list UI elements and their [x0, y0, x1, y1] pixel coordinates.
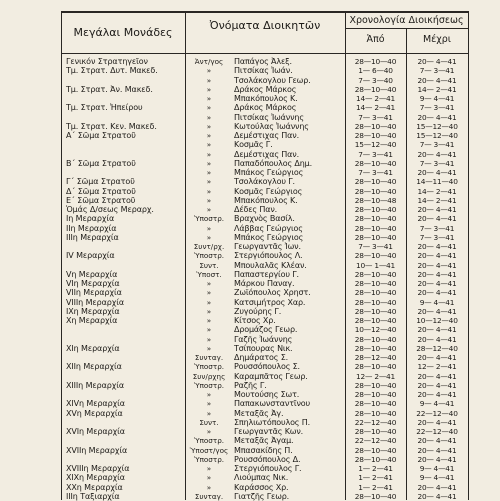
row-rank: »	[206, 325, 212, 335]
row-unit: Vη Μεραρχία	[66, 269, 118, 279]
row-unit: Δ΄ Σῶμα Στρατοῦ	[66, 186, 136, 196]
row-from: 28—10—40	[354, 408, 397, 418]
row-to: 20— 4—41	[417, 57, 457, 66]
row-rank: »	[206, 427, 212, 436]
row-unit: IV Μεραρχία	[66, 251, 115, 261]
row-name: Ρουσσόπουλος Δ.	[234, 454, 301, 464]
row-name: Βραχνὸς Βασίλ.	[234, 214, 295, 224]
row-rank: »	[206, 94, 212, 103]
row-to: 20— 4—41	[417, 325, 457, 335]
row-name: Μπακόπουλος Κ.	[234, 94, 298, 103]
row-from: 22—12—40	[354, 417, 397, 427]
row-name: Μπακόπουλος Κ.	[234, 195, 298, 205]
row-unit: Γ΄ Σῶμα Στρατοῦ	[66, 177, 135, 187]
row-unit: Ε΄ Σῶμα Στρατοῦ	[66, 195, 136, 205]
row-name: Κοσμᾶς Γεώργιος	[234, 186, 303, 196]
row-to: 7— 3—41	[419, 232, 455, 242]
column-divider-2	[345, 11, 346, 500]
row-from: 10—12—40	[354, 325, 397, 335]
row-rank: Συν/ρχης	[192, 371, 226, 381]
row-name: Κίτσος Χρ.	[234, 316, 276, 325]
row-from: 14— 2—41	[355, 94, 396, 103]
row-name: Δημάρατος Σ.	[234, 353, 289, 362]
row-to: 22—12—40	[416, 427, 458, 436]
cropped-top-text	[0, 0, 500, 6]
row-to: 20— 4—41	[417, 436, 457, 446]
row-to: 20— 4—41	[417, 482, 457, 492]
row-from: 28—10—40	[354, 205, 397, 214]
row-to: 20— 4—41	[417, 75, 457, 85]
row-to: 20— 4—41	[417, 288, 457, 298]
row-name: Δράκος Μάρκος	[234, 84, 297, 94]
row-to: 20— 4—41	[417, 334, 457, 344]
row-unit: VΙΙΙη Μεραρχία	[66, 297, 125, 307]
row-to: 20— 4—41	[417, 454, 457, 464]
row-from: 14— 2—41	[355, 103, 396, 113]
row-name: Παπακωνσταντῖνου	[234, 399, 311, 409]
row-from: 7— 3—41	[358, 112, 393, 122]
row-from: 10— 1—41	[355, 260, 396, 270]
row-to: 9— 4—41	[419, 94, 455, 103]
row-unit: ΧΧη Μεραρχία	[66, 482, 123, 492]
row-rank: »	[206, 121, 212, 131]
row-to: 7— 3—41	[419, 66, 455, 76]
row-to: 20— 4—41	[417, 353, 457, 362]
row-from: 28—10—40	[354, 186, 397, 196]
row-from: 1— 2—41	[358, 473, 393, 483]
row-unit: Τμ. Στρατ. Ἠπείρου	[66, 103, 143, 113]
row-name: Μπάκος Γεώργιος	[234, 232, 304, 242]
row-name: Κωτούλας Ἰωάννης	[234, 121, 309, 131]
row-rank: »	[206, 343, 212, 353]
row-name: Τσίπουρας Νικ.	[234, 343, 293, 353]
row-rank: Συντ.	[199, 417, 219, 427]
row-name: Μπουλαλᾶς Κλέαν.	[234, 260, 307, 270]
row-rank: Ὑποστρ.	[193, 362, 225, 372]
row-to: 14— 2—41	[417, 84, 457, 94]
row-unit: Χη Μεραρχία	[66, 316, 118, 325]
header-from: Ἀπό	[366, 34, 385, 45]
row-from: 28—10—40	[354, 131, 397, 140]
row-name: Παπαδόπουλος Δημ.	[234, 158, 313, 168]
row-rank: Ὑποστ.	[196, 269, 222, 279]
row-from: 28—10—40	[354, 214, 397, 224]
row-to: 20— 4—41	[417, 242, 457, 251]
row-from: 28—10—40	[354, 399, 397, 409]
row-rank: »	[206, 205, 212, 214]
row-from: 28—10—40	[354, 427, 397, 436]
row-unit: Τμ. Στρατ. Κεν. Μακεδ.	[66, 121, 157, 131]
row-from: 28—10—40	[354, 362, 397, 372]
row-rank: »	[206, 131, 212, 140]
row-unit: VΙΙη Μεραρχία	[66, 288, 122, 298]
row-name: Γαζῆς Ἰωάννης	[234, 334, 293, 344]
row-from: 28—10—40	[354, 343, 397, 353]
row-from: 28—12—40	[354, 353, 397, 362]
row-unit: Ιη Μεραρχία	[66, 214, 115, 224]
row-name: Σπηλιωτόπουλος Π.	[234, 417, 311, 427]
row-name: Δεμέστιχας Παν.	[234, 131, 299, 140]
row-rank: Συντ/ρχ.	[193, 242, 225, 251]
row-rank: »	[206, 316, 212, 325]
row-to: 22—12—40	[416, 408, 458, 418]
row-rank: »	[206, 399, 212, 409]
row-to: 9— 4—41	[419, 464, 455, 473]
row-to: 20— 4—41	[417, 168, 457, 177]
row-name: Γεωργαντᾶς Κων.	[234, 427, 304, 436]
row-rank: Ὑποστρ.	[193, 251, 225, 261]
row-unit: ΙΙΙη Μεραρχία	[66, 232, 119, 242]
header-to: Μέχρι	[422, 34, 452, 45]
row-to: 7— 3—41	[419, 140, 455, 150]
row-to: 20— 4—41	[417, 112, 457, 122]
row-rank: »	[206, 168, 212, 177]
row-name: Κατσιμήτρος Χαρ.	[234, 297, 306, 307]
row-rank: »	[206, 464, 212, 473]
row-from: 28—10—40	[354, 251, 397, 261]
row-to: 7— 3—41	[419, 158, 455, 168]
row-name: Καραμπᾶτος Γεωρ.	[234, 371, 308, 381]
row-name: Τσολάκογλου Γεωρ.	[234, 75, 311, 85]
row-from: 28—10—40	[354, 445, 397, 455]
row-from: 28—10—40	[354, 121, 397, 131]
row-name: Πιτσίκας Ἰωάννης	[234, 112, 304, 122]
row-name: Κοσμᾶς Γ.	[234, 140, 273, 150]
row-unit: Γενικόν Στρατηγεῖον	[66, 57, 148, 66]
row-name: Μάρκου Παναγ.	[234, 279, 295, 288]
row-rank: »	[206, 306, 212, 316]
row-name: Στεργιόπουλος Λ.	[234, 251, 303, 261]
row-name: Δράκος Μάρκος	[234, 103, 297, 113]
row-from: 28—10—40	[354, 223, 397, 233]
row-name: Μπασακίδης Π.	[234, 445, 293, 455]
table-left-border	[61, 11, 62, 500]
row-to: 20— 4—41	[417, 390, 457, 399]
row-rank: Ὑποστρ.	[193, 454, 225, 464]
row-from: 28—10—40	[354, 334, 397, 344]
row-from: 28—10—40	[354, 57, 397, 66]
row-rank: »	[206, 232, 212, 242]
row-to: 20— 4—41	[417, 445, 457, 455]
row-rank: »	[206, 223, 212, 233]
row-rank: Ὑποστρ.	[193, 380, 225, 390]
row-to: 20— 4—41	[417, 417, 457, 427]
row-unit: Τμ. Στρατ. Ἀν. Μακεδ.	[66, 84, 153, 94]
row-name: Γεωργαντᾶς Ἰων.	[234, 242, 301, 251]
row-from: 1— 6—40	[358, 66, 393, 76]
row-rank: »	[206, 158, 212, 168]
row-to: 20— 4—41	[417, 205, 457, 214]
row-to: 14— 2—41	[417, 195, 457, 205]
table-right-border	[468, 11, 469, 500]
row-from: 28—10—40	[354, 288, 397, 298]
table-top-rule	[61, 11, 468, 13]
row-rank: »	[206, 334, 212, 344]
row-rank: »	[206, 149, 212, 159]
row-name: Μεταξᾶς Ἀγαμ.	[234, 436, 294, 446]
row-unit: Ὁμάς Δ/σεως Μεραρχ.	[66, 205, 154, 214]
row-rank: »	[206, 84, 212, 94]
row-rank: Ὑποστρ.	[193, 214, 225, 224]
row-name: Μουτούσης Σωτ.	[234, 390, 300, 399]
row-rank: »	[206, 66, 212, 76]
row-to: 20— 4—41	[417, 380, 457, 390]
row-from: 28—10—40	[354, 297, 397, 307]
row-to: 14—11—40	[416, 177, 458, 187]
row-rank: »	[206, 195, 212, 205]
row-from: 28—10—40	[354, 177, 397, 187]
row-rank: Συνταγ.	[194, 353, 224, 362]
row-from: 28—10—40	[354, 306, 397, 316]
row-from: 28—10—40	[354, 158, 397, 168]
row-from: 7— 3—40	[358, 75, 393, 85]
row-unit: ΧΙVη Μεραρχία	[66, 399, 125, 409]
row-rank: »	[206, 408, 212, 418]
row-to: 20— 4—41	[417, 279, 457, 288]
row-rank: Συνταγ.	[194, 491, 224, 501]
row-rank: »	[206, 103, 212, 113]
row-from: 1— 2—41	[358, 464, 393, 473]
row-to: 14— 2—41	[417, 186, 457, 196]
row-to: 15—12—40	[416, 121, 458, 131]
row-from: 7— 3—41	[358, 149, 393, 159]
row-name: Ρουσσόπουλος Σ.	[234, 362, 300, 372]
row-name: Ραζῆς Γ.	[234, 380, 267, 390]
row-to: 20— 4—41	[417, 306, 457, 316]
row-from: 12— 2—41	[355, 371, 396, 381]
row-from: 28—10—40	[354, 454, 397, 464]
row-to: 9— 4—41	[419, 399, 455, 409]
row-from: 22—12—40	[354, 436, 397, 446]
row-unit: VΙη Μεραρχία	[66, 279, 120, 288]
row-rank: »	[206, 140, 212, 150]
row-to: 20— 4—41	[417, 371, 457, 381]
row-to: 20— 4—41	[417, 260, 457, 270]
row-rank: Ἀντ/γος	[194, 57, 224, 66]
row-rank: »	[206, 297, 212, 307]
row-to: 20— 4—41	[417, 491, 457, 501]
row-name: Παπάγος Ἀλεξ.	[234, 57, 292, 66]
row-from: 28—10—40	[354, 390, 397, 399]
row-name: Δέδες Παν.	[234, 205, 278, 214]
row-name: Μεταξᾶς Ἀγ.	[234, 408, 284, 418]
row-to: 15—12—40	[416, 131, 458, 140]
row-unit: ΧΙΙΙη Μεραρχία	[66, 380, 125, 390]
row-unit: ΧVΙη Μεραρχία	[66, 427, 125, 436]
header-command-dates: Χρονολογία Διοικήσεως	[349, 15, 464, 26]
row-unit: ΧΙη Μεραρχία	[66, 343, 120, 353]
row-from: 15—12—40	[354, 140, 397, 150]
row-rank: Ὑποστρ.	[193, 436, 225, 446]
row-unit: ΧVη Μεραρχία	[66, 408, 123, 418]
row-unit: ΙΧη Μεραρχία	[66, 306, 120, 316]
row-name: Πιτσίκας Ἰωάν.	[234, 66, 293, 76]
row-rank: »	[206, 279, 212, 288]
row-unit: ΧΙΧη Μεραρχία	[66, 473, 125, 483]
row-to: 9— 4—41	[419, 473, 455, 483]
row-unit: Β΄ Σῶμα Στρατοῦ	[66, 158, 136, 168]
row-rank: »	[206, 473, 212, 483]
row-rank: »	[206, 186, 212, 196]
row-to: 20— 4—41	[417, 251, 457, 261]
row-name: Λιούμπας Νικ.	[234, 473, 289, 483]
row-to: 20— 4—41	[417, 214, 457, 224]
row-rank: »	[206, 288, 212, 298]
row-to: 10—12—40	[416, 316, 458, 325]
row-from: 28—10—40	[354, 491, 397, 501]
row-name: Γιατζῆς Γεωρ.	[234, 491, 290, 501]
header-commanders: Ὀνόματα Διοικητῶν	[209, 19, 321, 32]
row-rank: »	[206, 75, 212, 85]
row-name: Ζυγούρης Γ.	[234, 306, 282, 316]
row-from: 28—10—48	[354, 195, 397, 205]
row-to: 20— 4—41	[417, 149, 457, 159]
row-unit: Τμ. Στρατ. Δυτ. Μακεδ.	[66, 66, 158, 76]
row-to: 28—12—40	[416, 343, 458, 353]
row-from: 28—10—40	[354, 279, 397, 288]
row-unit: ΧΙΙη Μεραρχία	[66, 362, 122, 372]
row-rank: »	[206, 482, 212, 492]
row-to: 7— 3—41	[419, 103, 455, 113]
row-from: 7— 3—41	[358, 168, 393, 177]
row-name: Λάββας Γεώργιος	[234, 223, 303, 233]
row-unit: ΙΙΙη Ταξιαρχία	[66, 491, 120, 501]
row-name: Τσολάκογλου Γ.	[234, 177, 295, 187]
column-divider-3	[406, 28, 407, 500]
header-units: Μεγάλαι Μονάδες	[73, 26, 173, 39]
row-from: 28—10—40	[354, 380, 397, 390]
row-from: 28—10—40	[354, 84, 397, 94]
row-rank: »	[206, 390, 212, 399]
row-from: 1— 2—41	[358, 482, 393, 492]
row-name: Παπαστεργίου Γ.	[234, 269, 299, 279]
row-from: 28—10—40	[354, 232, 397, 242]
row-to: 9— 4—41	[419, 297, 455, 307]
row-unit: ΧVΙΙη Μεραρχία	[66, 445, 128, 455]
row-name: Καράσσος Χρ.	[234, 482, 289, 492]
row-unit: Α΄ Σῶμα Στρατοῦ	[66, 131, 136, 140]
row-to: 7— 3—41	[419, 223, 455, 233]
row-unit: ΧVΙΙΙη Μεραρχία	[66, 464, 130, 473]
row-unit: ΙΙη Μεραρχία	[66, 223, 117, 233]
row-from: 7— 3—41	[358, 242, 393, 251]
row-name: Μπάκος Γεώργιος	[234, 168, 304, 177]
row-name: Δεμέστιχας Παν.	[234, 149, 299, 159]
row-rank: Συντ.	[199, 260, 219, 270]
row-rank: »	[206, 112, 212, 122]
row-from: 28—10—40	[354, 269, 397, 279]
row-name: Στεργιόπουλος Γ.	[234, 464, 302, 473]
row-name: Ζωϊόπουλος Χρηστ.	[234, 288, 311, 298]
row-to: 12— 2—41	[417, 362, 457, 372]
row-name: Δρομάζος Γεωρ.	[234, 325, 298, 335]
row-from: 28—10—40	[354, 316, 397, 325]
row-to: 20— 4—41	[417, 269, 457, 279]
row-rank: Ὑποστ/γος	[189, 445, 229, 455]
row-rank: »	[206, 177, 212, 187]
